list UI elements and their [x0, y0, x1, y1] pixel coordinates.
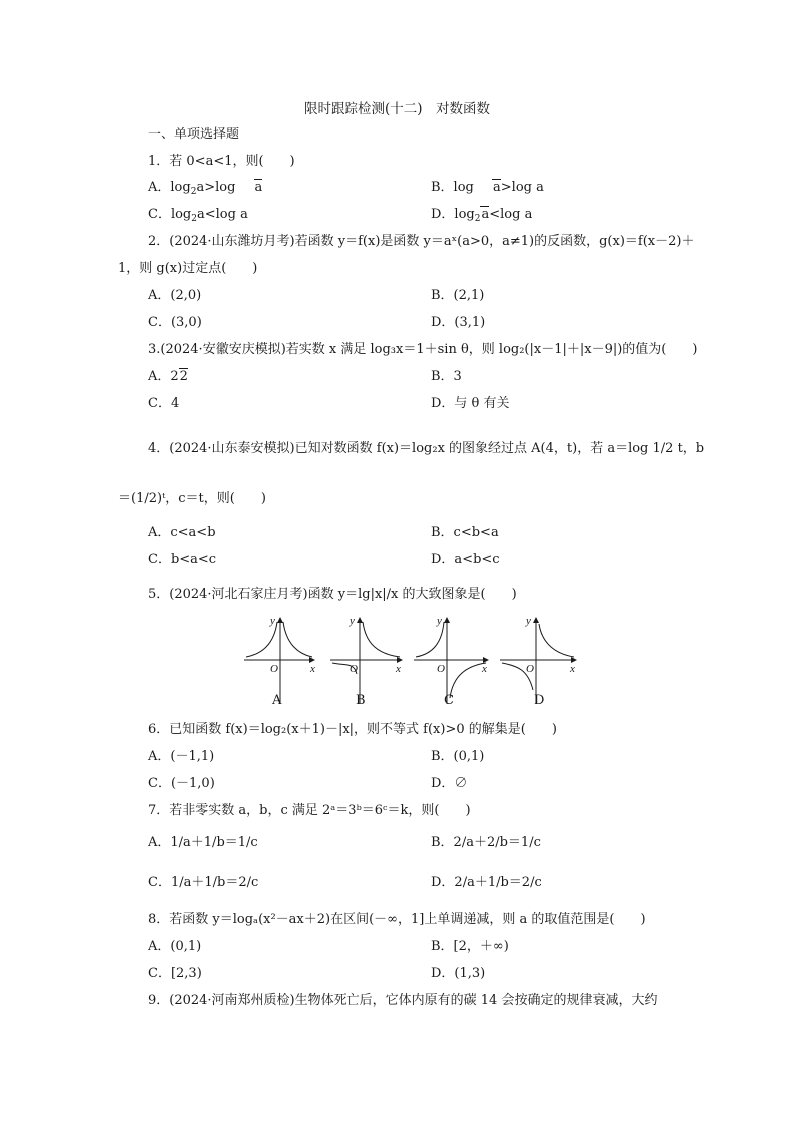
section-heading: 一、单项选择题 — [148, 127, 240, 142]
graph-b[interactable] — [330, 618, 402, 704]
q3-option-d[interactable]: D．与 θ 有关 — [431, 396, 510, 411]
q4-option-a[interactable]: A．c<a<b — [148, 525, 216, 540]
graph-c-origin-label: O — [437, 663, 445, 675]
q5-graph-options — [242, 614, 582, 710]
q6-option-d[interactable]: D．∅ — [431, 776, 468, 791]
graph-label-b: B — [356, 693, 366, 708]
graph-a-x-label: x — [310, 663, 315, 675]
q6-option-b[interactable]: B．(0,1) — [431, 749, 485, 764]
q6-option-c[interactable]: C．(－1,0) — [148, 776, 215, 791]
graph-a-y-label: y — [270, 615, 275, 627]
q4-stem-line1: 4．(2024·山东泰安模拟)已知对数函数 f(x)＝log₂x 的图象经过点 A(4，t)，若 a＝log 1/2 t，b — [148, 441, 705, 456]
graph-c-x-label: x — [482, 663, 487, 675]
graph-label-c: C — [444, 693, 454, 708]
q9-stem: 9．(2024·河南郑州质检)生物体死亡后，它体内原有的碳 14 会按确定的规律衰减，大约 — [148, 993, 658, 1008]
graph-c-y-label: y — [437, 615, 442, 627]
q2-option-a[interactable]: A．(2,0) — [148, 288, 202, 303]
q8-option-a[interactable]: A．(0,1) — [148, 939, 202, 954]
q4-option-d[interactable]: D．a<b<c — [431, 552, 500, 567]
page-title: 限时跟踪检测(十二) 对数函数 — [303, 101, 491, 117]
q1-stem: 1．若 0<a<1，则( ) — [148, 154, 295, 169]
q2-option-c[interactable]: C．(3,0) — [148, 315, 202, 330]
q7-option-b[interactable]: B．2/a＋2/b＝1/c — [431, 835, 541, 850]
q6-option-a[interactable]: A．(－1,1) — [148, 749, 215, 764]
q4-option-c[interactable]: C．b<a<c — [148, 552, 217, 567]
graph-b-y-label: y — [350, 615, 355, 627]
q1-option-b[interactable]: B．log a>log a — [431, 180, 544, 195]
q3-option-b[interactable]: B．3 — [431, 369, 462, 384]
graph-label-d: D — [534, 693, 545, 708]
graph-d-y-label: y — [526, 615, 531, 627]
q7-option-c[interactable]: C．1/a＋1/b＝2/c — [148, 875, 259, 890]
q1-option-c[interactable]: C．$\log_2a<\log$ a — [148, 207, 248, 224]
q8-option-b[interactable]: B．[2，＋∞) — [431, 939, 509, 954]
q8-option-d[interactable]: D．(1,3) — [431, 966, 486, 981]
q2-stem-line1: 2．(2024·山东潍坊月考)若函数 y＝f(x)是函数 y＝aˣ(a>0，a≠1)的反函数，g(x)＝f(x－2)＋ — [148, 234, 695, 249]
q1-option-a[interactable]: A．$\log_2a>\log$ a — [148, 180, 263, 197]
q2-option-d[interactable]: D．(3,1) — [431, 315, 486, 330]
graph-b-x-label: x — [396, 663, 401, 675]
q7-stem: 7．若非零实数 a，b，c 满足 2ᵃ＝3ᵇ＝6ᶜ＝k，则( ) — [148, 803, 471, 818]
q2-option-b[interactable]: B．(2,1) — [431, 288, 485, 303]
q3-option-c[interactable]: C．4 — [148, 396, 180, 411]
q5-stem: 5．(2024·河北石家庄月考)函数 y＝lg|x|/x 的大致图象是( ) — [148, 587, 517, 602]
graph-label-a: A — [272, 693, 282, 708]
graph-d-x-label: x — [570, 663, 575, 675]
q7-option-a[interactable]: A．1/a＋1/b＝1/c — [148, 835, 258, 850]
q8-option-c[interactable]: C．[2,3) — [148, 966, 202, 981]
q7-option-d[interactable]: D．2/a＋1/b＝2/c — [431, 875, 542, 890]
q6-stem: 6．已知函数 f(x)＝log₂(x＋1)－|x|，则不等式 f(x)>0 的解集是( ) — [148, 722, 557, 737]
graph-d-origin-label: O — [526, 663, 534, 675]
q4-stem-line2: ＝(1/2)ᵗ，c＝t，则( ) — [118, 491, 266, 506]
q2-stem-line2: 1，则 g(x)过定点( ) — [118, 261, 258, 276]
q3-option-a[interactable]: A．22 — [148, 369, 188, 384]
graph-a-origin-label: O — [270, 663, 278, 675]
q4-option-b[interactable]: B．c<b<a — [431, 525, 499, 540]
graph-b-origin-label: O — [350, 663, 358, 675]
q3-stem: 3.(2024·安徽安庆模拟)若实数 x 满足 log₃x＝1＋sin θ，则 log₂(|x－1|＋|x－9|)的值为( ) — [148, 342, 698, 357]
q8-stem: 8．若函数 y＝logₐ(x²－ax＋2)在区间(－∞，1]上单调递减，则 a 的取值范围是( ) — [148, 912, 646, 927]
q1-option-d[interactable]: D．$\log_2a<\log$ a — [431, 207, 533, 224]
